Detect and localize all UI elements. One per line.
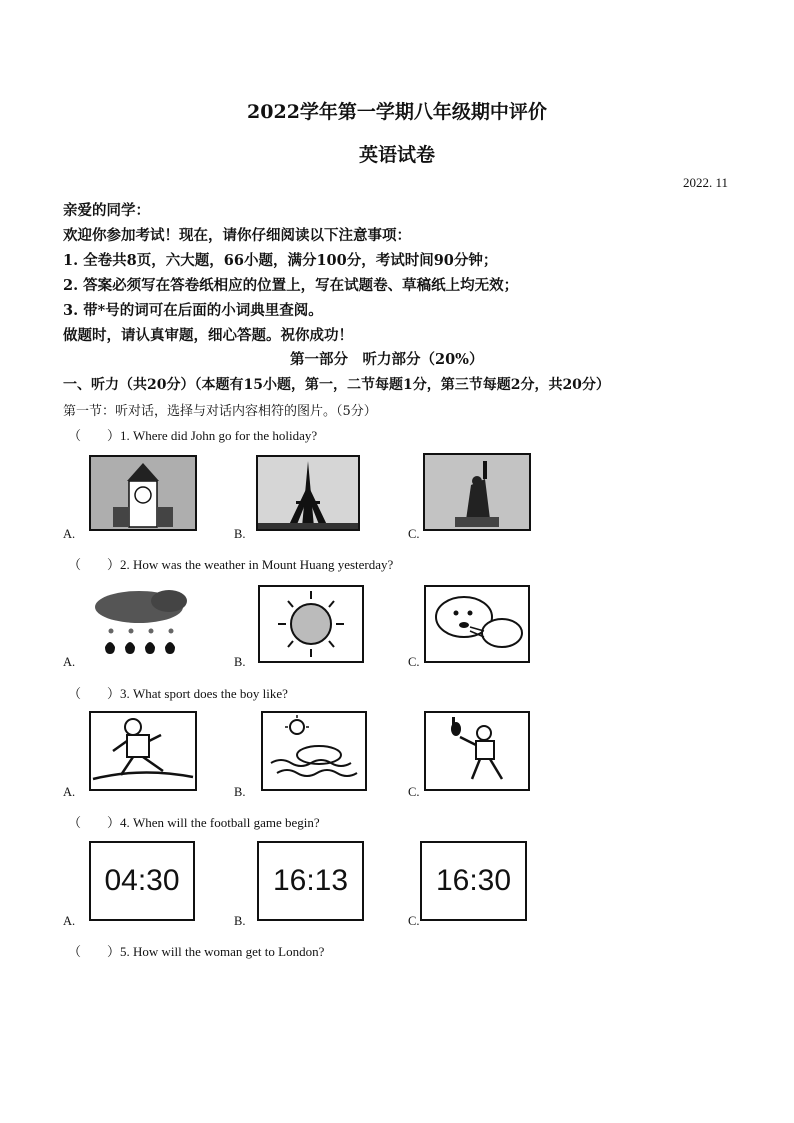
clock-display-a[interactable]: 04:30 [89,841,195,921]
big-ben-icon[interactable] [89,455,197,531]
q4-option-c-label: C. [408,914,420,928]
subsection-title: 第一节：听对话，选择与对话内容相符的图片。（5分） [63,404,377,419]
swimming-icon[interactable] [261,711,367,791]
q2-option-c-label: C. [408,655,420,669]
notice-item-2: 2. 答案必须写在答卷纸相应的位置上，写在试题卷、草稿纸上均无效； [63,277,519,294]
question-4: （ ）4. When will the football game begin? [68,815,320,830]
exam-title: 2022学年第一学期八年级期中评价 [247,101,547,123]
question-2: （ ）2. How was the weather in Mount Huang yesterday? [68,557,394,572]
wind-cloud-icon[interactable] [424,585,530,663]
notice-item-3: 3. 带*号的词可在后面的小词典里查阅。 [63,302,323,319]
notice-closing: 做题时，请认真审题，细心答题。祝你成功！ [63,327,353,344]
exam-subtitle: 英语试卷 [358,144,435,166]
statue-of-liberty-icon[interactable] [423,453,531,531]
question-1: （ ）1. Where did John go for the holiday? [68,428,318,443]
q4-option-b-label: B. [234,914,246,928]
q1-option-a-label: A. [63,527,76,541]
question-3: （ ）3. What sport does the boy like? [68,686,288,701]
clock-display-b[interactable]: 16:13 [257,841,364,921]
eiffel-tower-icon[interactable] [256,455,360,531]
q2-option-b-label: B. [234,655,246,669]
sun-icon[interactable] [258,585,364,663]
clock-display-c[interactable]: 16:30 [420,841,527,921]
q3-option-b-label: B. [234,785,246,799]
q2-option-a-label: A. [63,655,76,669]
q3-option-c-label: C. [408,785,420,799]
q3-option-a-label: A. [63,785,76,799]
q4-option-a-label: A. [63,914,76,928]
running-icon[interactable] [89,711,197,791]
q1-option-b-label: B. [234,527,246,541]
part-heading: 第一部分 听力部分（20%） [290,351,484,368]
exam-date: 2022. 11 [682,175,728,190]
section-title: 一、听力（共20分）（本题有15小题，第一，二节每题1分，第三节每题2分，共20分） [63,377,610,393]
question-5: （ ）5. How will the woman get to London? [68,944,325,959]
q1-option-c-label: C. [408,527,420,541]
notice-item-1: 1. 全卷共8页，六大题，66小题，满分100分，考试时间90分钟； [63,252,498,269]
table-tennis-icon[interactable] [424,711,530,791]
notice-intro: 欢迎你参加考试！现在，请你仔细阅读以下注意事项： [63,227,411,244]
greeting: 亲爱的同学： [63,202,150,219]
rain-cloud-icon[interactable] [89,585,195,663]
